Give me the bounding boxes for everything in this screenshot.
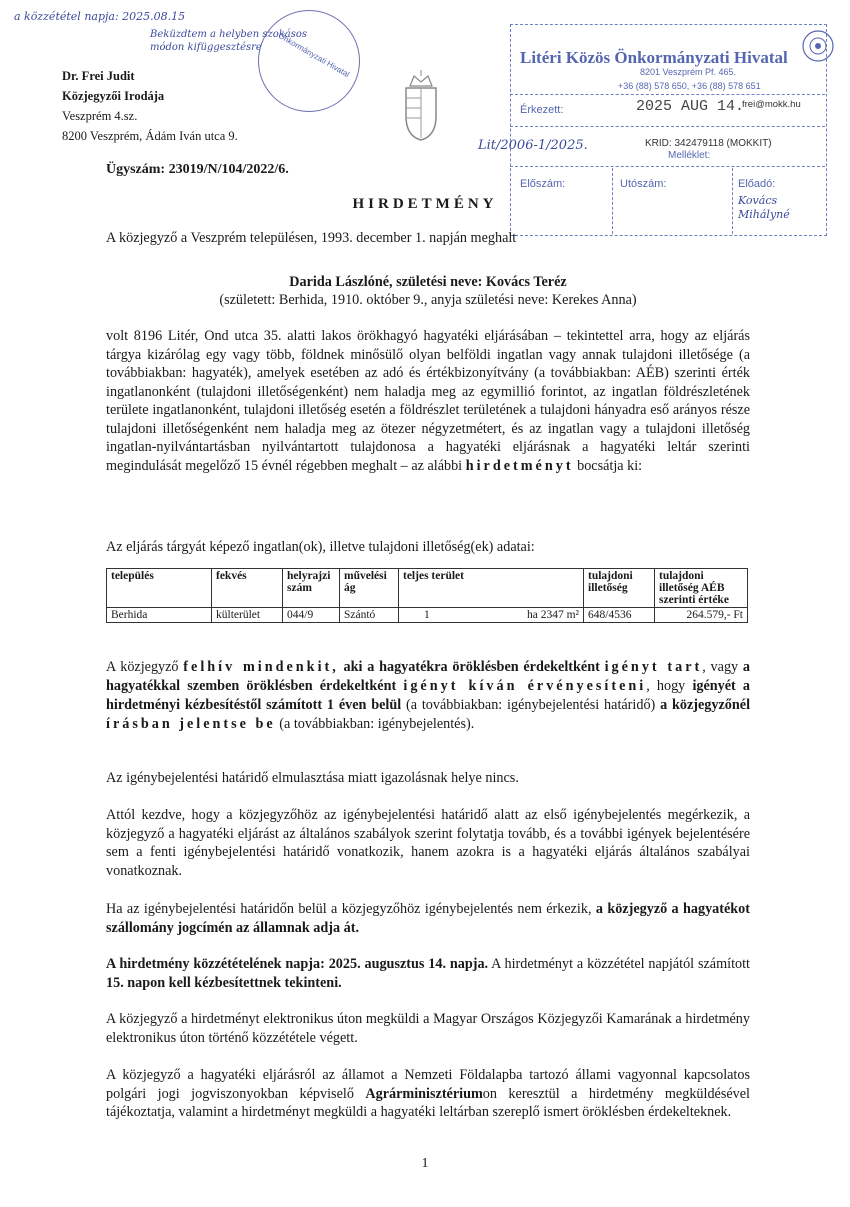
stamp-attachments-label: Melléklet: [668,150,711,161]
table-header: település [107,569,212,608]
state-text: A közjegyző a hagyatéki eljárásról az államot a Nemzeti Földalapba tartozó állami vagyonnal kapcsolatos polgári jogi jogviszonyokban képviselő [106,1067,750,1102]
sender-name: Dr. Frei Judit [62,69,135,83]
stamp-office-name: Litéri Közös Önkormányzati Hivatal [520,48,788,67]
call-bold: igényét a hirdetményi kézbesítéstől számított 1 éven belül [106,678,751,713]
body-spaced-word: hirdetményt [465,457,574,474]
call-emphasis: igényt tart [604,659,703,675]
table-header: tulajdoni illetőség AÉB szerinti értéke [655,569,748,608]
call-text: A közjegyző [106,659,179,675]
body-end: bocsátja ki: [577,457,643,474]
stamp-received-date: 2025 AUG 14. [636,98,745,115]
handwritten-stamp-note: Beküzdtem a helyben szokásos módon kifüggesztésre [150,29,308,53]
cell-settlement: Berhida [107,608,212,623]
cell-parcel: 044/9 [283,608,340,623]
stamp-divider [510,166,825,167]
stamp-next-label: Utószám: [620,178,667,190]
cell-area-m2: ha 2347 m² [434,608,584,623]
no-justification-paragraph: Az igénybejelentési határidő elmulasztása miatt igazolásnak helye nincs. [106,770,519,786]
page-title: HIRDETMÉNY [352,196,498,212]
sender-address: 8200 Veszprém, Ádám Iván utca 9. [62,129,238,143]
body-text: volt 8196 Litér, Ond utca 35. alatti lakos örökhagyó hagyatéki eljárásában – tekintettel arra, hogy az eljárás tárgya kizárólag egy vagy több, földnek minősülő olyan belföldi ingatlan vagy annak tulajdoni illetősége (a továbbiakban: hagyaték), amelyek esetében az adó és értékbizonyítvány (a továbbiakban: AÉB) szerinti érték ingatlanonként (tulajdoni illetőségenként) nem haladja meg az egymillió forintot, az ingatlan földrészletének területe ingatlanonként, tulajdoni illetőség esetén a földrészlet területének a tulajdoni hányadra eső arányos része tulajdoni illetőségenként nem haladja meg az ötezer négyzetmétert, és az ingatlan vagy a tulajdoni illetőség ingatlan-nyilvántartásban nyilvántartott tulajdonosa a hagyatéki eljárásnak a hagyatéki leltár szerinti megindulását megelőző 15 évnél régebben meghalt – az alábbi [106,328,750,474]
stamp-krid: KRID: 342479118 (MOKKIT) [645,138,772,149]
sender-city: Veszprém 4.sz. [62,109,138,123]
publication-date-bold: A hirdetmény közzétételének napja: 2025. augusztus 14. napja. [106,956,489,972]
stamp-handler-label: Előadó: [738,178,776,190]
deceased-details: (született: Berhida, 1910. október 9., anyja születési neve: Kerekes Anna) [219,292,637,308]
no-claim-paragraph [106,900,750,937]
coat-of-arms-icon [396,70,446,142]
case-number: Ügyszám: 23019/N/104/2022/6. [106,162,289,177]
stamp-divider [510,94,825,95]
state-paragraph [106,1066,750,1122]
cell-value: 264.579,- Ft [655,608,748,623]
stamp-received-label: Érkezett: [520,104,564,116]
state-text: on keresztül a hirdetmény megküldésével tájékoztatja, valamint a hirdetményt megküldi a hagyatéki leltárban szereplő ismert öröklésben érdekelteknek. [106,1085,750,1120]
handwritten-assignee: Kovács Mihályné [738,194,790,221]
publication-date-text: A hirdetményt a közzététel napjától számított [491,956,750,972]
call-text: , vagy [702,659,739,675]
seal-text: Önkormányzati Hivatal [276,31,351,80]
property-table [106,568,748,623]
handwritten-registry-ref: Lit/2006-1/2025. [478,138,588,153]
call-emphasis: igényt kíván érvényesíteni [403,678,647,694]
call-text: (a továbbiakban: igénybejelentés). [279,716,475,732]
table-header: művelési ág [340,569,399,608]
call-bold: aki a hagyatékra öröklésben érdekeltként [343,659,600,675]
table-header: teljes terület [399,569,584,608]
call-text: , hogy [646,678,686,694]
stamp-emblem-icon [800,28,836,64]
cell-location: külterület [212,608,283,623]
deceased-name: Darida Lászlóné, születési neve: Kovács Teréz [289,274,567,290]
body-paragraph [106,327,750,475]
table-header: fekvés [212,569,283,608]
round-seal [258,10,360,112]
call-emphasis: írásban jelentse be [106,716,276,732]
page-number: 1 [421,1156,429,1171]
stamp-divider [510,126,825,127]
cell-cultivation: Szántó [340,608,399,623]
publication-date-bold: 15. napon kell kézbesítettnek tekinteni. [106,974,342,991]
sender-office: Közjegyzői Irodája [62,89,165,103]
no-claim-text: Ha az igénybejelentési határidőn belül a közjegyzőhöz igénybejelentés nem érkezik, [106,901,592,917]
state-bold: Agrárminisztérium [365,1085,483,1102]
intro-paragraph: A közjegyző a Veszprém településen, 1993. december 1. napján meghalt [106,230,517,246]
stamp-address: 8201 Veszprém Pf. 465. [640,67,737,77]
stamp-email: frei@mokk.hu [742,99,801,110]
no-claim-bold: a közjegyző a hagyatékot szállomány jogcímén az államnak adja át. [106,901,751,936]
stamp-prev-label: Előszám: [520,178,566,190]
call-emphasis: felhív mindenkit, [183,659,339,675]
publication-date-paragraph [106,955,750,992]
call-paragraph [106,658,750,734]
cell-area-ha: 1 [399,608,434,623]
call-bold: a hagyatékkal szemben öröklésben érdekeltként [106,659,750,694]
handwritten-publication-note: a közzététel napja: 2025.08.15 [14,10,186,23]
stamp-phone: +36 (88) 578 650, +36 (88) 578 651 [618,81,761,91]
table-header: helyrajzi szám [283,569,340,608]
table-header: tulajdoni illetőség [584,569,655,608]
table-intro: Az eljárás tárgyát képező ingatlan(ok), illetve tulajdoni illetőség(ek) adatai: [106,539,535,555]
first-claim-paragraph: Attól kezdve, hogy a közjegyzőhöz az igénybejelentési határidő alatt az első igénybejelentés megérkezik, a közjegyző a hagyatéki eljárást az általános szabályok szerint folytatja tovább, és a további igények bejelentésére sem a fenti igénybejelentési határidő vonatkozik, hanem azokra is a hagyatéki eljárás általános szabályai vonatkoznak. [106,807,750,879]
sender-block [62,66,238,146]
table-row [107,608,748,623]
call-text: (a továbbiakban: igénybejelentési határidő) [406,697,656,713]
electronic-paragraph: A közjegyző a hirdetményt elektronikus úton megküldi a Magyar Országos Közjegyzői Kamarának a hirdetmény elektronikus úton történő közzététele végett. [106,1011,750,1046]
cell-share: 648/4536 [584,608,655,623]
call-bold: a közjegyzőnél [660,697,751,713]
